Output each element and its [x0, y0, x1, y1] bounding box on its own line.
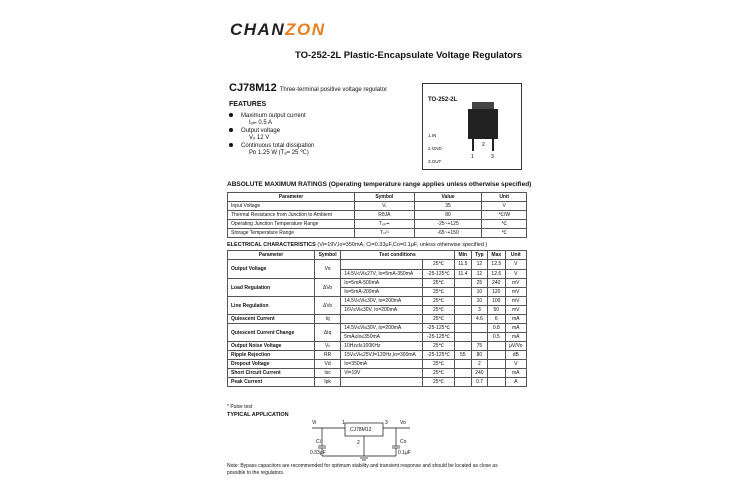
table-row: Line Regulation ΔVo 14.5V≤Vi≤30V, Io=200mA 25℃ 10 100 mV [228, 297, 527, 306]
elec-heading: ELECTRICAL CHARACTERISTICS (Vi=19V,Io=350mA, Ci=0.33μF,Co=0.1μF, unless otherwise specified ) [227, 242, 488, 248]
pin-number: 2 [357, 440, 360, 446]
feature-item: Output voltage Vₒ 12 V [229, 128, 280, 142]
vo-label: Vo [400, 420, 406, 426]
table-row: Quiescent Current Change ΔIq 14.5V≤Vi≤30V, Io=200mA -25-125℃ 0.8 mA [228, 324, 527, 333]
abs-max-heading: ABSOLUTE MAXIMUM RATINGS (Operating temperature range applies unless otherwise specified) [227, 181, 532, 188]
bullet-icon [229, 128, 233, 132]
bypass-note: Note: Bypass capacitors are recommended for optimum stability and transient response and should be located as close as possible to the regulators. [227, 463, 498, 476]
pin-number: 1 [471, 154, 474, 160]
table-row: Output Voltage Vo 25℃ 11.5 12 12.5 V [228, 260, 527, 270]
part-description: Three-terminal positive voltage regulator [279, 87, 388, 93]
feature-item: Continuous total dissipation Pᴅ 1.25 W (Tₐ= 25 ℃) [229, 143, 314, 157]
feature-item: Maximum output current Iₒₘ 0.5 A [229, 113, 306, 127]
table-row: Quiescent Current Iq 25℃ 4.6 6 mA [228, 315, 527, 324]
bullet-icon [229, 113, 233, 117]
pin-number: 2 [482, 142, 485, 148]
app-heading: TYPICAL APPLICATION [227, 412, 289, 418]
co-label: Co [400, 439, 407, 445]
pin-label: 3.OUT [428, 159, 442, 164]
table-row: 14.5V≤Vi≤27V, Io=5mA-350mA -25-125℃ 11.4 12 12.6 V [228, 269, 527, 279]
ci-label: Ci [316, 439, 321, 445]
table-row: Peak Current Ipk 25℃ 0.7 A [228, 378, 527, 387]
table-row: Operating Junction Temperature Range Tₒₚ⭼ -25~+125 ℃ [228, 220, 527, 229]
table-row: Thermal Resistance from Junction to Ambient RθJA 80 ℃/W [228, 211, 527, 220]
pulse-note: * Pulse test [227, 404, 253, 410]
pin-number: 1 [342, 420, 345, 426]
table-header-row: Parameter Symbol Value Unit [228, 193, 527, 202]
vi-label: Vi [312, 420, 317, 426]
elec-table [227, 250, 527, 387]
brand-logo: CHANZON [230, 20, 326, 39]
application-circuit [300, 418, 430, 462]
table-row: 5mA≤Io≤350mA -25-125℃ 0.5 mA [228, 333, 527, 342]
table-row: 16V≤Vi≤30V, Io=200mA 25℃ 3 50 mV [228, 306, 527, 315]
table-row: Dropout Voltage Vd Io=350mA 25℃ 2 V [228, 360, 527, 369]
table-row: Storage Temperature Range Tₛₜᴳ -65~+150 ℃ [228, 229, 527, 238]
doc-title: TO-252-2L Plastic-Encapsulate Voltage Regulators [295, 50, 523, 61]
chip-label: CJ78M12 [350, 427, 372, 433]
pin-number: 3 [491, 154, 494, 160]
ci-value: 0.33μF [310, 450, 326, 456]
table-row: Load Regulation ΔVo Io=5mA-500mA 25℃ 25 240 mV [228, 279, 527, 288]
part-number: CJ78M12 Three-terminal positive voltage regulator [229, 82, 388, 94]
table-row: Output Noise Voltage Vₙ 10Hz≤f≤100KHz 25℃ 75 μV/Vo [228, 342, 527, 351]
table-row: Input Voltage Vᵢ 35 V [228, 202, 527, 211]
pin-label: 1.IN [428, 133, 437, 138]
table-row: Io=5mA-200mA 25℃ 10 120 mV [228, 288, 527, 297]
abs-max-table [227, 192, 527, 238]
package-title: TO-252-2L [428, 97, 458, 103]
pin-number: 3 [385, 420, 388, 426]
bullet-icon [229, 143, 233, 147]
pin-label: 2.GND [428, 146, 442, 151]
features-heading: FEATURES [229, 101, 267, 108]
co-value: 0.1μF [398, 450, 411, 456]
table-row: Ripple Rejection RR 15V≤Vi≤25V,f=120Hz,Io=300mA -25-125℃ 55 80 dB [228, 351, 527, 360]
package-drawing-icon [460, 100, 520, 162]
table-header-row: Parameter Symbol Test conditions Min Typ Max Unit [228, 251, 527, 260]
table-row: Short Circuit Current Isc Vi=19V 25℃ 240 mA [228, 369, 527, 378]
